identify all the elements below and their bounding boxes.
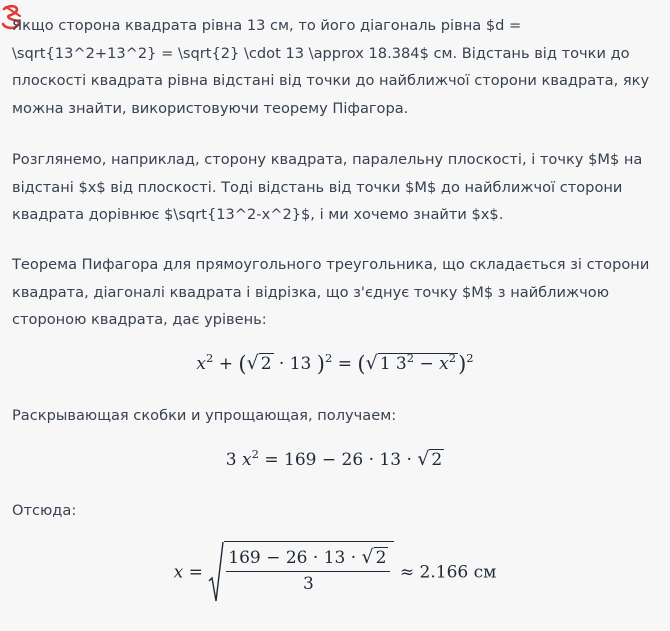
eq1-exp-c: 2 <box>406 351 415 365</box>
paragraph-2: Розглянемо, наприклад, сторону квадрата, паралельну плоскості, і точку $M$ на відстані $x$ від плоскості. Тоді відстань від точки $M$ до найближчої сторони квадрата дорівнює $\sqrt{13^2-x^2}$, і ми хочемо знайти $x$. <box>12 151 643 223</box>
equation-pythagoras <box>0 351 670 376</box>
eq2-x: x <box>242 450 252 470</box>
eq3-dot: · <box>312 548 319 568</box>
eq3-sqrt <box>208 541 394 605</box>
eq1-x-b: x <box>439 354 449 374</box>
eq1-one: 1 <box>379 354 391 374</box>
eq3-two: 2 <box>375 548 387 568</box>
eq3-approx: ≈ <box>399 562 415 583</box>
paragraph-5: Отсюда: <box>12 502 77 519</box>
eq2-13: 13 <box>379 450 402 470</box>
eq1-exp-b: 2 <box>324 351 333 365</box>
eq2-dot: · <box>368 450 374 470</box>
eq3-numerator <box>226 546 390 572</box>
eq3-26: 26 <box>285 548 308 568</box>
eq3-13: 13 <box>323 548 346 568</box>
eq2-dot-b: · <box>406 450 412 470</box>
eq2-26: 26 <box>341 450 364 470</box>
eq3-equals: = <box>188 562 203 583</box>
sqrt-icon: √ <box>365 352 378 374</box>
radical-icon <box>208 541 224 605</box>
eq3-radicand <box>224 541 394 605</box>
eq1-dot: · <box>278 354 285 374</box>
eq3-x: x <box>173 562 184 583</box>
eq3-169: 169 <box>228 548 261 568</box>
eq1-thirteen: 13 <box>289 354 312 374</box>
eq1-three: 3 <box>395 354 407 374</box>
eq3-result: 2.166 <box>419 562 469 583</box>
eq1-x: x <box>196 354 206 374</box>
paragraph-1: Якщо сторона квадрата рівна 13 см, то його діагональ рівна $d = \sqrt{13^2+13^2} = \sqrt{2} \cdot 13 \approx 18.384$ см. Відстань від точки до плоскості квадрата рівна відстані від точки до найближчої сторони квадрата, яку можна знайти, використовуючи теорему Піфагора. <box>12 17 650 117</box>
sqrt-icon: √ <box>417 448 430 470</box>
paragraph-4: Раскрывающая скобки и упрощающая, получаем: <box>12 407 397 424</box>
eq2-169: 169 <box>284 450 317 470</box>
eq1-rparen: ) <box>316 352 325 376</box>
eq3-minus: − <box>266 548 281 568</box>
eq3-dot-b: · <box>350 548 357 568</box>
eq1-plus: + <box>218 354 233 374</box>
eq2-exp: 2 <box>251 447 259 461</box>
eq1-exp-e: 2 <box>466 351 474 365</box>
paragraph-3: Теорема Пифагора для прямоугольного треугольника, що складається зі сторони квадрата, діагоналі квадрата і відрізка, що з'єднує точку $M$ з найближчою стороною квадрата, дає урівень: <box>12 256 650 328</box>
eq2-minus: − <box>321 450 337 470</box>
sqrt-icon: √ <box>246 352 259 374</box>
eq1-lparen-b: ( <box>357 352 366 376</box>
equation-result <box>0 541 670 605</box>
eq1-lparen: ( <box>238 352 247 376</box>
eq3-denominator: 3 <box>302 574 314 594</box>
eq1-exp: 2 <box>205 351 214 365</box>
eq1-two: 2 <box>260 354 272 374</box>
eq1-exp-d: 2 <box>448 351 457 365</box>
eq1-rparen-b: ) <box>458 352 467 376</box>
eq3-unit: см <box>473 562 497 583</box>
eq2-two: 2 <box>431 450 443 470</box>
eq1-minus: − <box>419 354 434 374</box>
equation-simplified <box>0 447 670 470</box>
eq2-equals: = <box>264 450 279 470</box>
eq1-equals: = <box>337 354 352 374</box>
sqrt-icon: √ <box>361 546 374 568</box>
eq2-three: 3 <box>225 450 237 470</box>
eq1-radicand <box>378 353 458 374</box>
eq3-fraction <box>226 546 390 594</box>
